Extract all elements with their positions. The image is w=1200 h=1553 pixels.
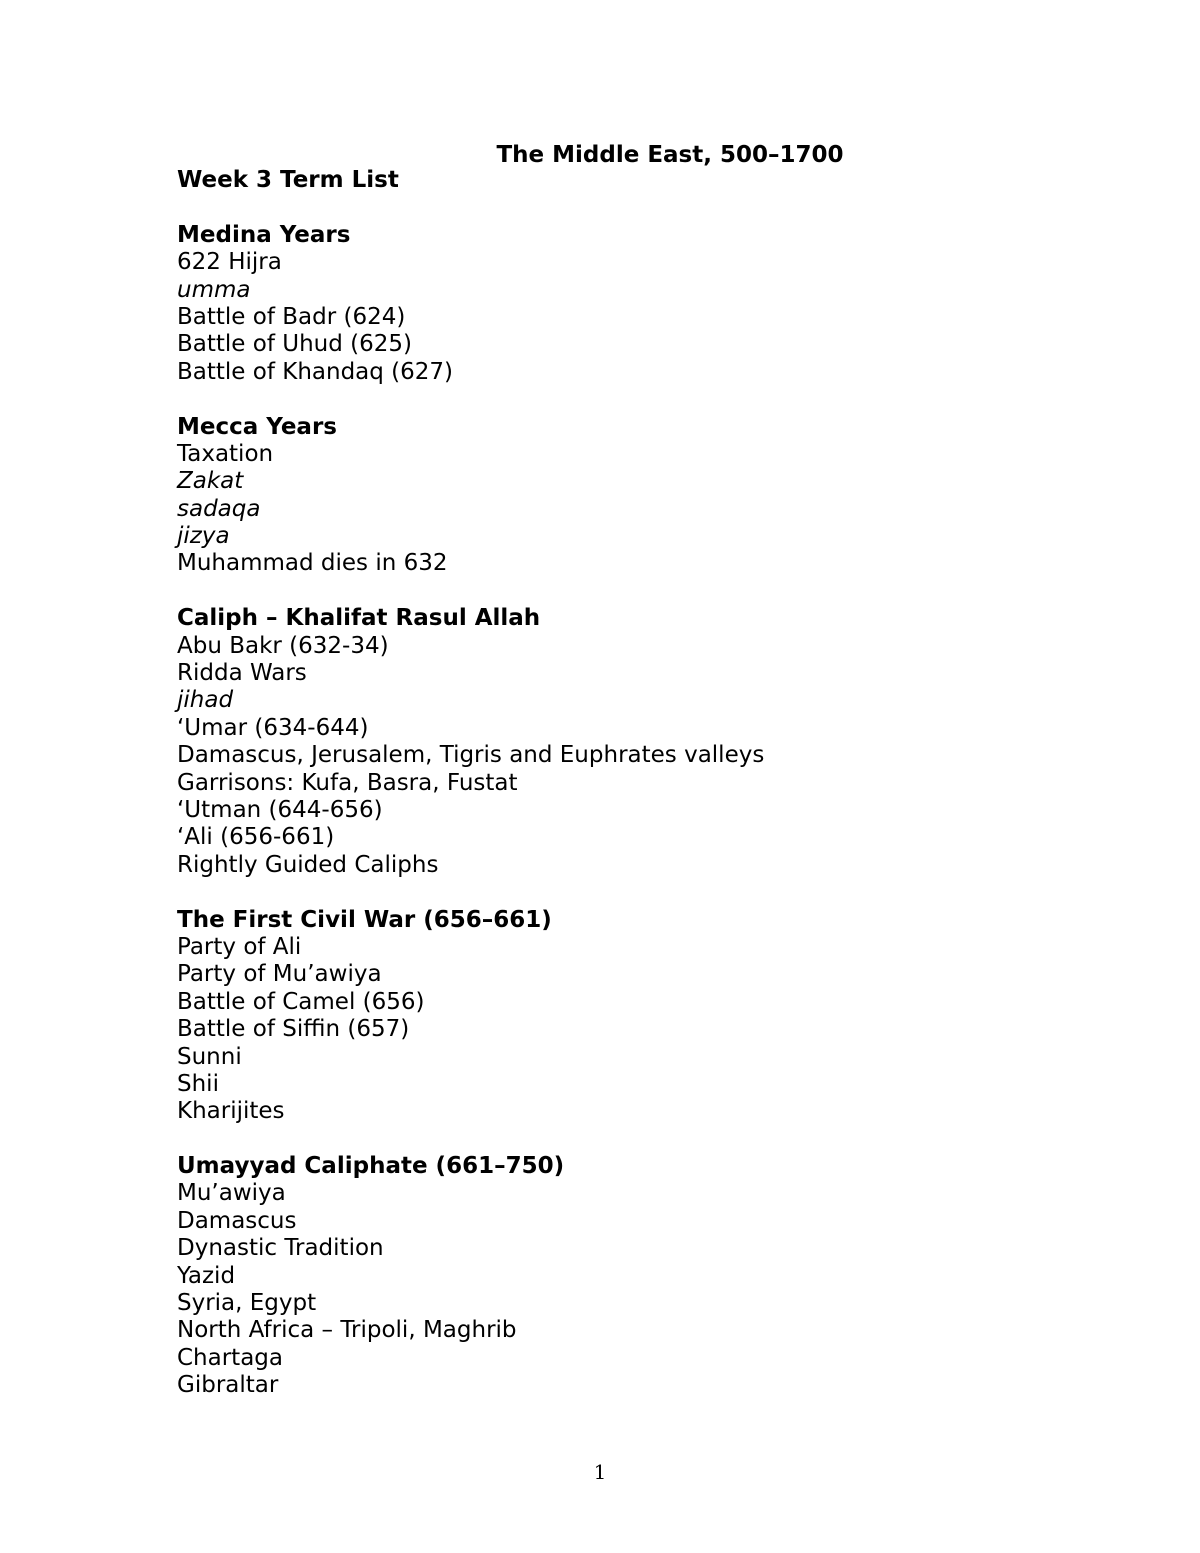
term-item: Ridda Wars <box>177 660 307 687</box>
section-heading: Medina Years <box>177 221 351 248</box>
section-heading: Mecca Years <box>177 413 337 440</box>
section-heading: Umayyad Caliphate (661–750) <box>177 1153 565 1180</box>
document-body <box>177 167 1137 1400</box>
term-item: North Africa – Tripoli, Maghrib <box>177 1317 517 1344</box>
term-item: Damascus, Jerusalem, Tigris and Euphrates valleys <box>177 742 765 769</box>
term-item: Garrisons: Kufa, Basra, Fustat <box>177 769 518 796</box>
term-section <box>177 1126 1137 1400</box>
document-subtitle: Week 3 Term List <box>177 167 399 193</box>
term-item: Zakat <box>177 468 244 495</box>
section-spacer <box>177 386 1137 413</box>
term-item: Sunni <box>177 1043 242 1070</box>
term-item: jizya <box>177 523 230 550</box>
term-item: Party of Ali <box>177 933 302 960</box>
term-item: Yazid <box>177 1262 236 1289</box>
term-item: umma <box>177 276 251 303</box>
term-item: Battle of Khandaq (627) <box>177 358 454 385</box>
term-section <box>177 879 1137 1126</box>
section-heading: Caliph – Khalifat Rasul Allah <box>177 605 541 632</box>
term-item: Battle of Badr (624) <box>177 303 406 330</box>
term-item: Mu’awiya <box>177 1180 286 1207</box>
term-item: Shii <box>177 1070 219 1097</box>
section-heading: The First Civil War (656–661) <box>177 906 552 933</box>
page-title: The Middle East, 500–1700 <box>496 142 844 168</box>
section-spacer <box>177 194 1137 221</box>
term-item: ‘Umar (634-644) <box>177 714 369 741</box>
term-item: ‘Utman (644-656) <box>177 796 383 823</box>
term-item: Abu Bakr (632-34) <box>177 632 389 659</box>
term-item: Dynastic Tradition <box>177 1235 384 1262</box>
term-item: sadaqa <box>177 495 261 522</box>
term-item: Chartaga <box>177 1344 283 1371</box>
term-item: Syria, Egypt <box>177 1290 317 1317</box>
term-section <box>177 578 1137 879</box>
term-item: Gibraltar <box>177 1372 279 1399</box>
term-item: ‘Ali (656-661) <box>177 824 335 851</box>
term-item: Rightly Guided Caliphs <box>177 851 439 878</box>
term-item: Damascus <box>177 1207 297 1234</box>
section-spacer <box>177 578 1137 605</box>
term-item: 622 Hijra <box>177 249 282 276</box>
term-item: jihad <box>177 687 234 714</box>
section-spacer <box>177 879 1137 906</box>
term-item: Muhammad dies in 632 <box>177 550 448 577</box>
term-section <box>177 194 1137 386</box>
term-section <box>177 386 1137 578</box>
page-number: 1 <box>593 1460 607 1484</box>
term-item: Kharijites <box>177 1098 285 1125</box>
term-item: Battle of Siffin (657) <box>177 1016 410 1043</box>
term-item: Taxation <box>177 440 274 467</box>
term-item: Battle of Camel (656) <box>177 988 425 1015</box>
term-sections <box>177 194 1137 1399</box>
section-spacer <box>177 1126 1137 1153</box>
term-item: Battle of Uhud (625) <box>177 331 412 358</box>
term-item: Party of Mu’awiya <box>177 961 382 988</box>
